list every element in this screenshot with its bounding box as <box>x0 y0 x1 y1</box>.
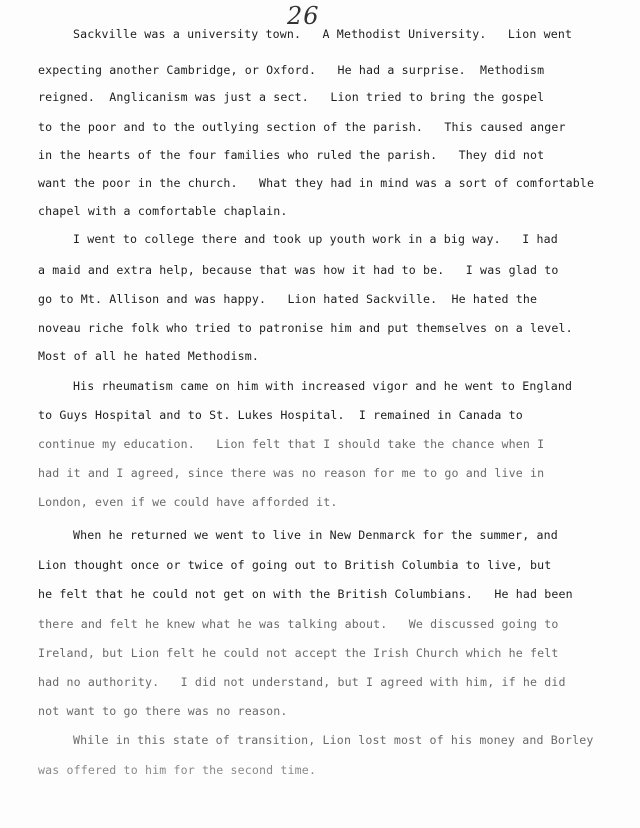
text-line-5: in the hearts of the four families who ruled the parish. They did not <box>38 148 545 162</box>
text-line-16: had it and I agreed, since there was no reason for me to go and live in <box>38 466 545 480</box>
text-line-17: London, even if we could have afforded it. <box>38 495 338 509</box>
text-line-18: When he returned we went to live in New Denmarck for the summer, and <box>73 528 558 542</box>
text-line-8: I went to college there and took up youth work in a big way. I had <box>73 232 558 246</box>
text-line-11: noveau riche folk who tried to patronise him and put themselves on a level. <box>38 321 573 335</box>
text-line-24: not want to go there was no reason. <box>38 704 288 718</box>
text-line-1: Sackville was a university town. A Methodist University. Lion went <box>73 27 573 41</box>
text-line-14: to Guys Hospital and to St. Lukes Hospital. I remained in Canada to <box>38 408 523 422</box>
text-line-26: was offered to him for the second time. <box>38 763 317 777</box>
text-line-13: His rheumatism came on him with increased vigor and he went to England <box>73 379 573 393</box>
text-line-4: to the poor and to the outlying section of the parish. This caused anger <box>38 120 566 134</box>
text-line-2: expecting another Cambridge, or Oxford. He had a surprise. Methodism <box>38 63 545 77</box>
text-line-6: want the poor in the church. What they had in mind was a sort of comfortable <box>38 176 595 190</box>
text-line-19: Lion thought once or twice of going out to British Columbia to live, but <box>38 558 552 572</box>
text-line-15: continue my education. Lion felt that I should take the chance when I <box>38 437 545 451</box>
text-line-3: reigned. Anglicanism was just a sect. Lion tried to bring the gospel <box>38 90 545 104</box>
page-number: 26 <box>287 2 320 30</box>
text-line-22: Ireland, but Lion felt he could not accept the Irish Church which he felt <box>38 646 559 660</box>
text-line-12: Most of all he hated Methodism. <box>38 349 260 363</box>
text-line-9: a maid and extra help, because that was how it had to be. I was glad to <box>38 263 559 277</box>
text-line-10: go to Mt. Allison and was happy. Lion hated Sackville. He hated the <box>38 292 538 306</box>
text-line-23: had no authority. I did not understand, but I agreed with him, if he did <box>38 675 566 689</box>
text-line-20: he felt that he could not get on with the British Columbians. He had been <box>38 587 573 601</box>
text-line-21: there and felt he knew what he was talking about. We discussed going to <box>38 617 559 631</box>
text-line-25: While in this state of transition, Lion lost most of his money and Borley <box>73 733 594 747</box>
text-line-7: chapel with a comfortable chaplain. <box>38 204 288 218</box>
